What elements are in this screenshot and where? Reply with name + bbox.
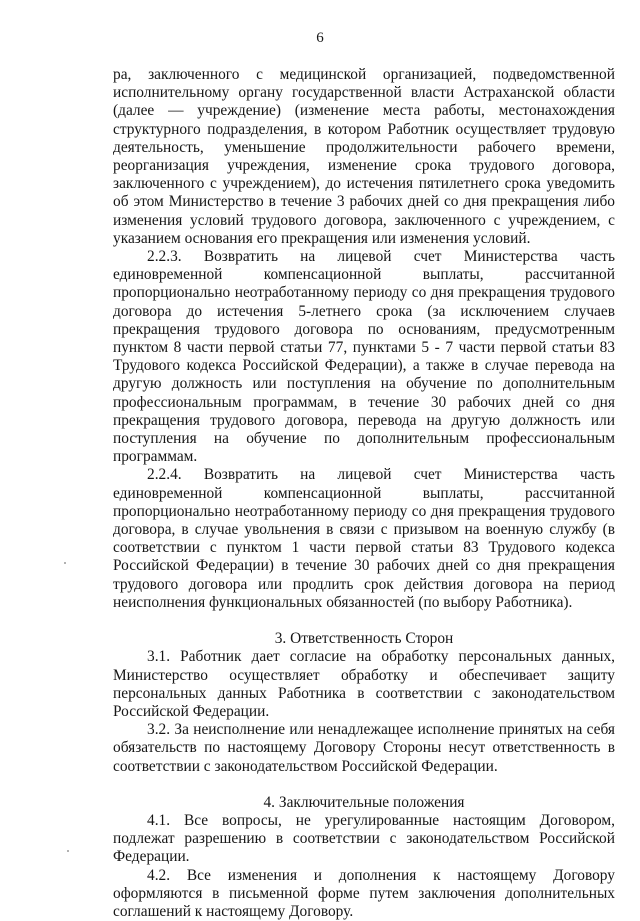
paragraph-3-1: 3.1. Работник дает согласие на обработку персональных данных, Министерство осуществляет обработку и обеспечивает защиту персональных данных Работника в соответствии с законодательством Российской Федерации.: [113, 648, 615, 720]
scan-speck: [64, 562, 66, 564]
section-gap: [113, 776, 615, 794]
page-number: 6: [316, 30, 324, 46]
paragraph-2-2-3: 2.2.3. Возвратить на лицевой счет Министерства часть единовременной компенсационной выплаты, рассчитанной пропорционально неотработанному периоду со дня прекращения трудового договора до истечения 5-летнего срока (за исключением случаев прекращения трудового договора по основаниям, предусмотренным пунктом 8 части первой статьи 77, пунктами 5 - 7 части первой статьи 83 Трудового кодекса Российской Федерации), а также в случае перевода на другую должность или поступления на обучение по дополнительным профессиональным программам, в течение 30 рабочих дней со дня прекращения трудового договора, перевода на другую должность или поступления на обучение по дополнительным профессиональным программам.: [113, 248, 615, 466]
paragraph-4-1: 4.1. Все вопросы, не урегулированные настоящим Договором, подлежат разрешению в соответствии с законодательством Российской Федерации.: [113, 811, 615, 866]
scan-speck: [67, 850, 69, 852]
paragraph-2-2-4: 2.2.4. Возвратить на лицевой счет Министерства часть единовременной компенсационной выплаты, рассчитанной пропорционально неотработанному периоду со дня прекращения трудового договора, в случае увольнения в связи с призывом на военную службу (в соответствии с пунктом 1 части первой статьи 83 Трудового кодекса Российской Федерации) в течение 30 рабочих дней со дня прекращения трудового договора или продлить срок действия договора на период неисполнения функциональных обязанностей (по выбору Работника).: [113, 466, 615, 611]
section-3-heading: 3. Ответственность Сторон: [274, 630, 454, 648]
paragraph-4-2: 4.2. Все изменения и дополнения к настоящему Договору оформляются в письменной форме путем заключения дополнительных соглашений к настоящему Договору.: [113, 866, 615, 920]
section-gap: [113, 612, 615, 630]
paragraph-3-2: 3.2. За неисполнение или ненадлежащее исполнение принятых на себя обязательств по настоящему Договору Стороны несут ответственность в соответствии с законодательством Российской Федерации.: [113, 721, 615, 775]
document-body: [113, 66, 615, 921]
paragraph-obligation-notify: ра, заключенного с медицинской организацией, подведомственной исполнительному органу государственной власти Астраханской области (далее — учреждение) (изменение места работы, местонахождения структурного подразделения, в котором Работник осуществляет трудовую деятельность, уменьшение продолжительности рабочего времени, реорганизация учреждения, изменение срока трудового договора, заключенного с учреждением), до истечения пятилетнего срока уведомить об этом Министерство в течение 3 рабочих дней со дня прекращения либо изменения условий трудового договора, заключенного с учреждением, с указанием основания его прекращения или изменения условий.: [113, 66, 615, 247]
section-4-heading: 4. Заключительные положения: [263, 793, 465, 811]
